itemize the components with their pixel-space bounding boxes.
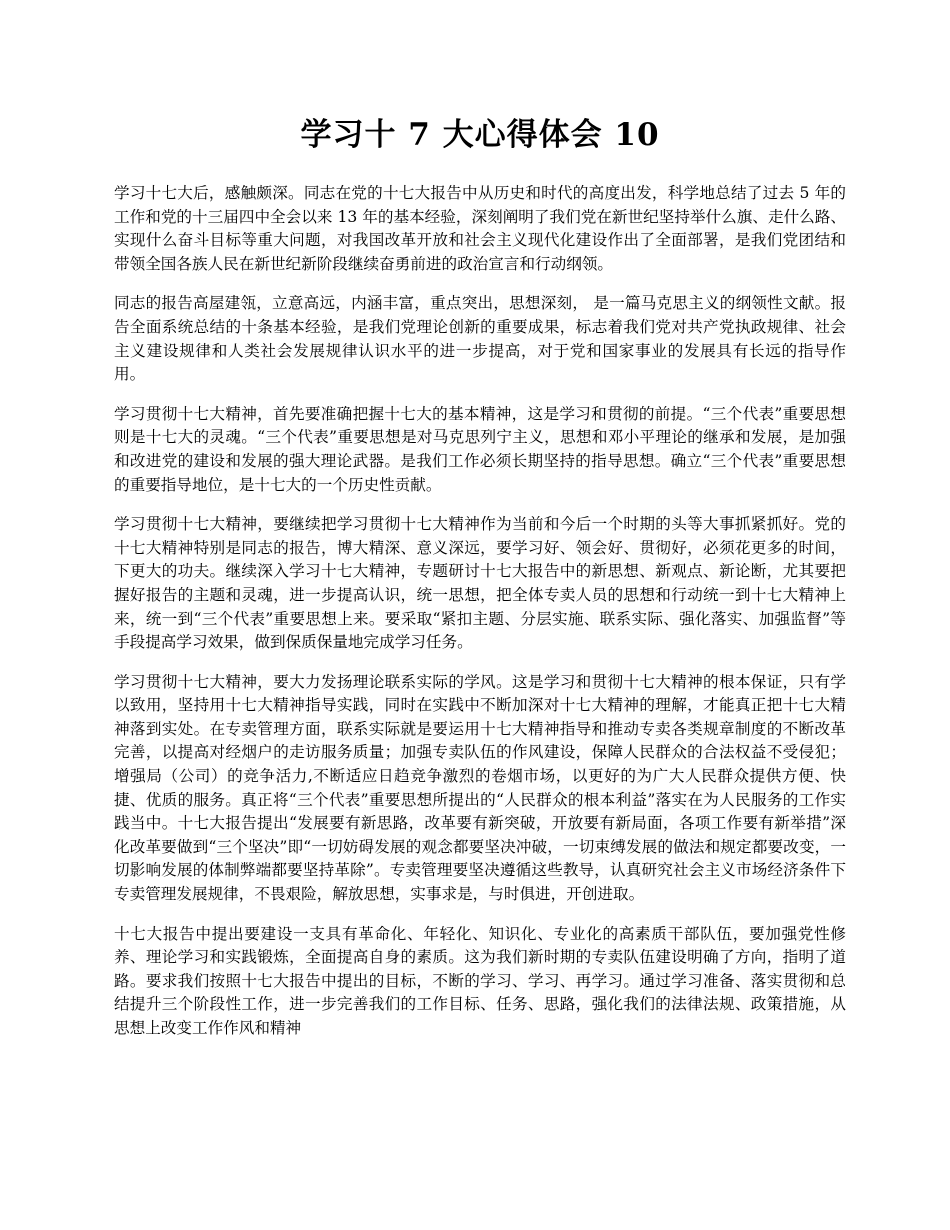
paragraph-6: 十七大报告中提出要建设一支具有革命化、年轻化、知识化、专业化的高素质干部队伍，要加强党性修养、理论学习和实践锻炼，全面提高自身的素质。这为我们新时期的专卖队伍建设明确了方向，指明了道路。要求我们按照十七大报告中提出的目标，不断的学习、学习、再学习。通过学习准备、落实贯彻和总结提升三个阶段性工作，进一步完善我们的工作目标、任务、思路，强化我们的法律法规、政策措施，从思想上改变工作作风和精神 xyxy=(114,924,846,1037)
document-body xyxy=(114,182,846,1041)
paragraph-2: 同志的报告高屋建瓴，立意高远，内涵丰富，重点突出，思想深刻， 是一篇马克思主义的纲领性文献。报告全面系统总结的十条基本经验，是我们党理论创新的重要成果，标志着我们党对共产党执政规律、社会主义建设规律和人类社会发展规律认识水平的进一步提高，对于党和国家事业的发展具有长远的指导作用。 xyxy=(114,294,846,384)
paragraph-1: 学习十七大后，感触颇深。同志在党的十七大报告中从历史和时代的高度出发，科学地总结了过去 5 年的工作和党的十三届四中全会以来 13 年的基本经验，深刻阐明了我们党在新世纪坚持举什么旗、走什么路、实现什么奋斗目标等重大问题，对我国改革开放和社会主义现代化建设作出了全面部署，是我们党团结和带领全国各族人民在新世纪新阶段继续奋勇前进的政治宣言和行动纲领。 xyxy=(114,184,846,273)
paragraph-5: 学习贯彻十七大精神，要大力发扬理论联系实际的学风。这是学习和贯彻十七大精神的根本保证，只有学以致用，坚持用十七大精神指导实践，同时在实践中不断加深对十七大精神的理解，才能真正把十七大精神落到实处。在专卖管理方面，联系实际就是要运用十七大精神指导和推动专卖各类规章制度的不断改革完善，以提高对经烟户的走访服务质量；加强专卖队伍的作风建设，保障人民群众的合法权益不受侵犯；增强局（公司）的竞争活力,不断适应日趋竞争激烈的卷烟市场，以更好的为广大人民群众提供方便、快捷、优质的服务。真正将“三个代表”重要思想所提出的“人民群众的根本利益”落实在为人民服务的工作实践当中。十七大报告提出“发展要有新思路，改革要有新突破，开放要有新局面，各项工作要有新举措”深化改革要做到“三个坚决”即“一切妨碍发展的观念都要坚决冲破，一切束缚发展的做法和规定都要改变，一切影响发展的体制弊端都要坚持革除”。专卖管理要坚决遵循这些教导，认真研究社会主义市场经济条件下专卖管理发展规律，不畏艰险，解放思想，实事求是，与时俱进，开创进取。 xyxy=(114,672,846,904)
document-page xyxy=(114,110,846,1057)
document-title: 学习十 7 大心得体会 10 xyxy=(300,117,660,153)
paragraph-4: 学习贯彻十七大精神，要继续把学习贯彻十七大精神作为当前和今后一个时期的头等大事抓紧抓好。党的十七大精神特别是同志的报告，博大精深、意义深远，要学习好、领会好、贯彻好，必须花更多的时间，下更大的功夫。继续深入学习十七大精神，专题研讨十七大报告中的新思想、新观点、新论断，尤其要把握好报告的主题和灵魂，进一步提高认识，统一思想，把全体专卖人员的思想和行动统一到十七大精神上来，统一到“三个代表”重要思想上来。要采取“紧扣主题、分层实施、联系实际、强化落实、加强监督”等手段提高学习效果，做到保质保量地完成学习任务。 xyxy=(114,515,846,652)
paragraph-3: 学习贯彻十七大精神，首先要准确把握十七大的基本精神，这是学习和贯彻的前提。“三个代表”重要思想则是十七大的灵魂。“三个代表”重要思想是对马克思列宁主义，思想和邓小平理论的继承和发展，是加强和改进党的建设和发展的强大理论武器。是我们工作必须长期坚持的指导思想。确立“三个代表”重要思想的重要指导地位，是十七大的一个历史性贡献。 xyxy=(114,404,846,494)
